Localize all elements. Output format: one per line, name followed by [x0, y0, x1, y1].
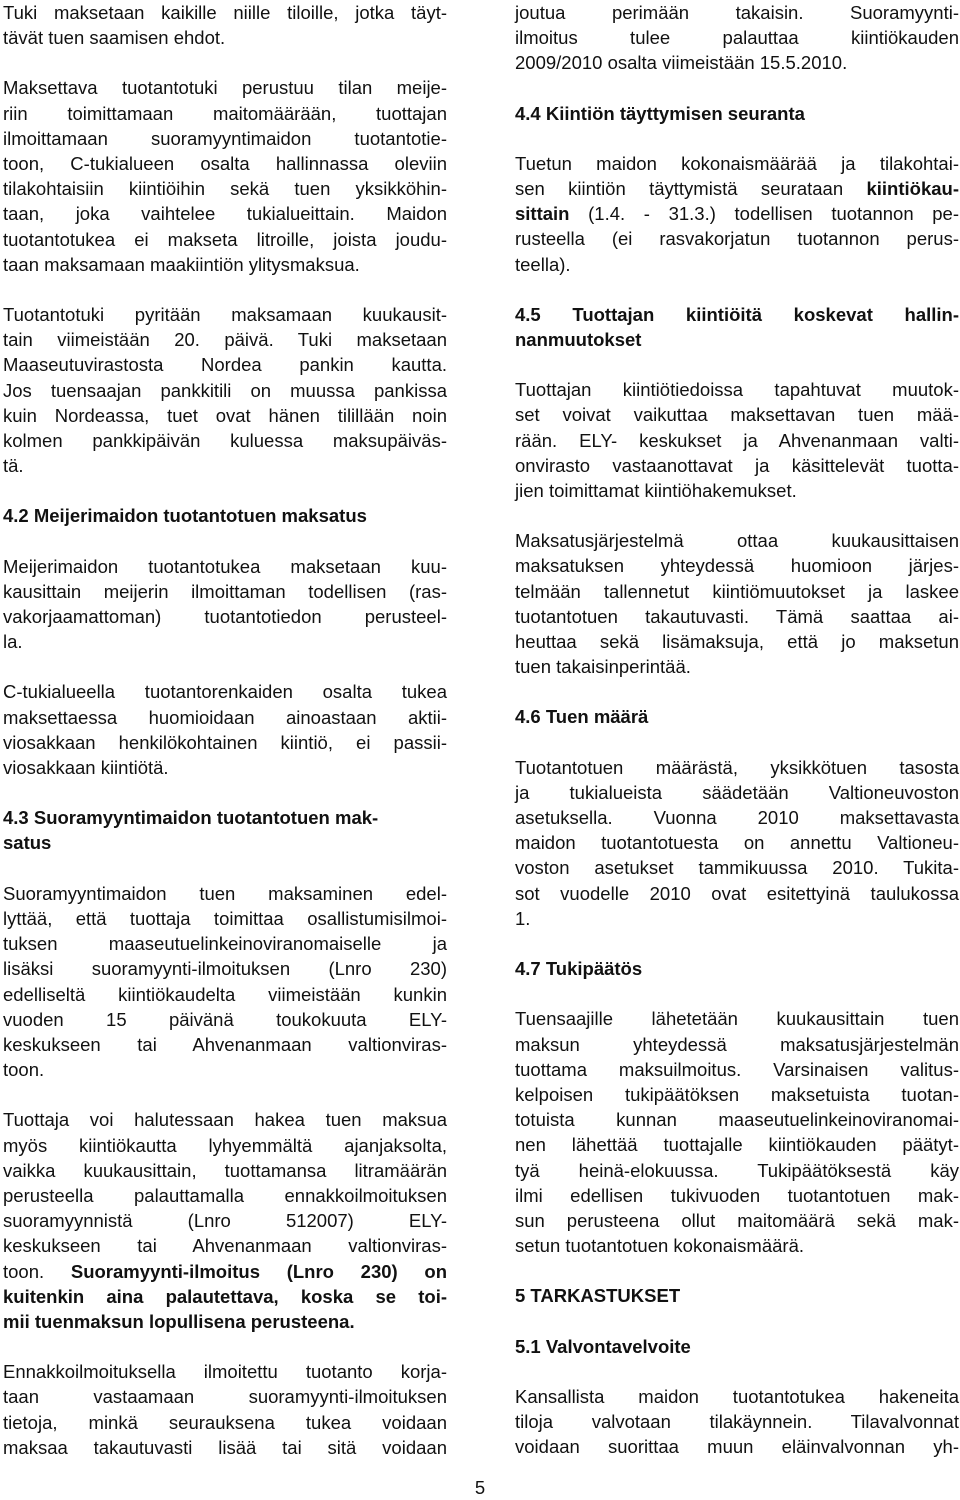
- paragraph-recovery-deadline: [515, 0, 959, 76]
- text-line: taan vastaamaan suoramyynti-ilmoituksen: [3, 1386, 447, 1408]
- text-line: onvirasto vastaanottavat ja käsittelevät tuotta-: [515, 454, 959, 476]
- text-run: sen kiintiön täyttymistä seurataan: [515, 178, 867, 200]
- text-line: tuksen maaseutuelinkeinoviranomaiselle ja: [3, 933, 447, 955]
- text-line: tain viimeistään 20. päivä. Tuki maksetaan: [3, 329, 447, 351]
- heading-4-2: 4.2 Meijerimaidon tuotantotuen maksatus: [3, 505, 367, 527]
- text-line: joutua perimään takaisin. Suoramyynti-: [515, 2, 959, 23]
- text-line: toon, C-tukialueen osalta hallinnassa oleviin: [3, 153, 447, 175]
- text-line: vaikka kuukausittain, tuottamansa litramäärän: [3, 1159, 447, 1181]
- text-line: lyttää, että tuottaja toimittaa osallistumisilmoi-: [3, 907, 447, 929]
- text-line: kausittain meijerin ilmoittaman todellisen (ras-: [3, 580, 447, 602]
- text-line: tiloja valvotaan tilakäynnein. Tilavalvonnat: [515, 1410, 959, 1432]
- text-line: asetuksella. Vuonna 2010 maksettavasta: [515, 807, 959, 829]
- text-line: Tuottajan kiintiötiedoissa tapahtuvat muutok-: [515, 379, 959, 401]
- text-line: toon.: [3, 1059, 45, 1081]
- right-column: [515, 0, 959, 1459]
- heading-line: satus: [3, 832, 52, 854]
- text-line: [515, 176, 959, 201]
- bold-text-line: mii tuenmaksun lopullisena perusteena.: [3, 1310, 355, 1332]
- paragraph-production-support-basis: [3, 75, 447, 277]
- text-line: ja tukialueista säädetään Valtioneuvoston: [515, 781, 959, 803]
- text-line: set voivat vaikuttaa maksettavan tuen mää-: [515, 404, 959, 426]
- text-line: rään. ELY- keskukset ja Ahvenanmaan valti-: [515, 429, 959, 451]
- text-line: edelliseltä kiintiökaudelta viimeistään kunkin: [3, 983, 447, 1005]
- text-line: jien toimittamat kiintiöhakemukset.: [515, 480, 797, 502]
- text-line: maksatuksen yhteydessä huomioon järjes-: [515, 555, 959, 577]
- heading-4-6: 4.6 Tuen määrä: [515, 706, 649, 728]
- page-number: 5: [474, 1477, 486, 1498]
- text-line: [515, 201, 959, 226]
- text-line: Suoramyyntimaidon tuen maksaminen edel-: [3, 882, 447, 904]
- text-line: tävät tuen saamisen ehdot.: [3, 27, 226, 49]
- bold-text-run: kiintiökau-: [866, 178, 959, 200]
- text-line: sun perusteena ollut maitomäärä sekä mak-: [515, 1209, 959, 1231]
- text-line: taan, joka vaihtelee tukialueittain. Maidon: [3, 203, 447, 225]
- text-line: C-tukialueella tuotantorenkaiden osalta tukea: [3, 681, 447, 703]
- text-run: toon.: [3, 1260, 45, 1282]
- text-line: tä.: [3, 455, 24, 477]
- text-line: [3, 1259, 447, 1284]
- paragraph-support-decision: [515, 1006, 959, 1258]
- text-line: maksun yhteydessä maksatusjärjestelmän: [515, 1033, 959, 1055]
- heading-line: nanmuutokset: [515, 329, 642, 351]
- text-line: tuottama maksuilmoitus. Varsinaisen valitus-: [515, 1058, 959, 1080]
- heading-5: 5 TARKASTUKSET: [515, 1285, 681, 1307]
- text-line: taan maksamaan maakiintiön ylitysmaksua.: [3, 253, 360, 275]
- text-line: nen lähettää tuottajalle kiintiökauden päätyt-: [515, 1134, 959, 1156]
- paragraph-production-rings: [3, 679, 447, 780]
- text-line: maksettaessa huomioidaan ainoastaan aktii-: [3, 706, 447, 728]
- text-line: Kansallista maidon tuotantotukea hakeneita: [515, 1385, 959, 1407]
- text-line: keskukseen tai Ahvenanmaan valtionviras-: [3, 1033, 447, 1055]
- text-line: ilmi edellisen tukivuoden tuotantotuen mak-: [515, 1184, 959, 1206]
- text-line: Maaseutuvirastosta Nordea pankin kautta.: [3, 354, 447, 376]
- text-line: totuista kunnan maaseutuelinkeinoviranomai-: [515, 1109, 959, 1131]
- left-column: [3, 0, 447, 1460]
- text-line: telmään tallennetut kiintiömuutokset ja laskee: [515, 580, 959, 602]
- text-line: tuotantotukea ei makseta litroille, joista joudu-: [3, 228, 447, 250]
- paragraph-shorter-period-payment: [3, 1107, 447, 1334]
- text-line: vakorjaamattoman) tuotantotiedon perusteel-: [3, 606, 447, 628]
- text-line: tyä heinä-elokuussa. Tukipäätöksestä käy: [515, 1159, 959, 1181]
- paragraph-payment-schedule: [3, 302, 447, 478]
- paragraph-support-amount: [515, 755, 959, 931]
- heading-5-1: 5.1 Valvontavelvoite: [515, 1335, 691, 1357]
- text-line: ilmoitus tulee palauttaa kiintiökauden: [515, 27, 959, 49]
- text-line: setun tuotantotuen kokonaismäärä.: [515, 1235, 804, 1257]
- paragraph-quota-changes: [515, 377, 959, 503]
- text-line: perusteella palauttamalla ennakkoilmoituksen: [3, 1184, 447, 1206]
- text-line: Tuotantotuki pyritään maksamaan kuukausit-: [3, 304, 447, 326]
- text-line: vuoden 15 päivänä toukokuuta ELY-: [3, 1008, 447, 1030]
- heading-line: 4.5 Tuottajan kiintiöitä koskevat hallin-: [515, 303, 959, 325]
- text-run: (1.4. - 31.3.) todellisen tuotannon pe-: [569, 203, 959, 225]
- text-line: voidaan suorittaa muun eläinvalvonnan yh-: [515, 1436, 959, 1458]
- text-line: Tuetun maidon kokonaismäärää ja tilakohtai-: [515, 152, 959, 174]
- text-line: Tuki maksetaan kaikille niille tiloille, jotka täyt-: [3, 2, 447, 23]
- paragraph-quota-monitoring: [515, 151, 959, 277]
- text-line: heuttaa sekä lisämaksuja, että jo maksetun: [515, 631, 959, 653]
- text-line: maidon tuotantotuesta on annettu Valtioneu-: [515, 832, 959, 854]
- text-line: Meijerimaidon tuotantotukea maksetaan kuu-: [3, 555, 447, 577]
- text-line: tietoja, minkä seurauksena tukea voidaan: [3, 1411, 447, 1433]
- bold-text-run: Suoramyynti-ilmoitus (Lnro 230) on: [70, 1260, 447, 1282]
- text-line: viosakkaan henkilökohtainen kiintiö, ei passii-: [3, 731, 447, 753]
- paragraph-support-eligibility: [3, 0, 447, 50]
- text-line: tuotantotuen takautuvasti. Tämä saattaa ai-: [515, 605, 959, 627]
- paragraph-payment-system: [515, 528, 959, 679]
- text-line: myös kiintiökautta lyhyemmältä ajanjaksolta,: [3, 1134, 447, 1156]
- heading-4-7: 4.7 Tukipäätös: [515, 958, 643, 980]
- text-line: riin toimittamaan maitomäärään, tuottajan: [3, 102, 447, 124]
- text-line: Tuotantotuen määrästä, yksikkötuen tasosta: [515, 756, 959, 778]
- text-line: kolmen pankkipäivän kuluessa maksupäiväs-: [3, 430, 447, 452]
- text-line: tuen takaisinperintää.: [515, 656, 691, 678]
- text-line: ilmoittamaan suoramyyntimaidon tuotantotie-: [3, 127, 447, 149]
- text-line: suoramyynnistä (Lnro 512007) ELY-: [3, 1210, 447, 1232]
- text-line: teella).: [515, 253, 571, 275]
- text-line: Maksatusjärjestelmä ottaa kuukausittaisen: [515, 530, 959, 552]
- text-line: rusteella (ei rasvakorjatun tuotannon perus-: [515, 228, 959, 250]
- text-line: 2009/2010 osalta viimeistään 15.5.2010.: [515, 52, 848, 74]
- text-line: kuin Nordeassa, tuet ovat hänen tilillään noin: [3, 404, 447, 426]
- heading-4-3: [3, 805, 447, 855]
- text-line: kelpoisen tukipäätöksen maksetuista tuotan-: [515, 1083, 959, 1105]
- text-line: la.: [3, 631, 23, 653]
- text-line: Ennakkoilmoituksella ilmoitettu tuotanto korja-: [3, 1361, 447, 1383]
- text-line: viosakkaan kiintiötä.: [3, 757, 169, 779]
- text-line: voston asetukset tammikuussa 2010. Tukita-: [515, 857, 959, 879]
- heading-4-5: [515, 302, 959, 352]
- text-line: 1.: [515, 907, 531, 929]
- text-line: tilakohtaisiin kiintiöihin sekä tuen yksikköhin-: [3, 178, 447, 200]
- text-line: keskukseen tai Ahvenanmaan valtionviras-: [3, 1235, 447, 1257]
- paragraph-direct-sales-requirements: [3, 881, 447, 1083]
- bold-text-run: sittain: [515, 203, 570, 225]
- text-line: Maksettava tuotantotuki perustuu tilan meije-: [3, 77, 447, 99]
- text-line: lisäksi suoramyynti-ilmoituksen (Lnro 230): [3, 958, 447, 980]
- paragraph-advance-notice-correction: [3, 1359, 447, 1460]
- text-line: sot vuodelle 2010 ovat esitettyinä taulukossa: [515, 882, 959, 904]
- heading-line: 4.3 Suoramyyntimaidon tuotantotuen mak-: [3, 807, 379, 829]
- bold-text-line: kuitenkin aina palautettava, koska se toi-: [3, 1285, 447, 1307]
- heading-4-4: 4.4 Kiintiön täyttymisen seuranta: [515, 102, 805, 124]
- text-line: Jos tuensaajan pankkitili on muussa pankissa: [3, 379, 447, 401]
- text-line: Tuottaja voi halutessaan hakea tuen maksua: [3, 1109, 447, 1131]
- paragraph-dairy-milk-support: [3, 554, 447, 655]
- text-line: maksaa takautuvasti lisää tai sitä voidaan: [3, 1436, 447, 1458]
- text-line: Tuensaajille lähetetään kuukausittain tuen: [515, 1008, 959, 1030]
- paragraph-monitoring-obligation: [515, 1384, 959, 1460]
